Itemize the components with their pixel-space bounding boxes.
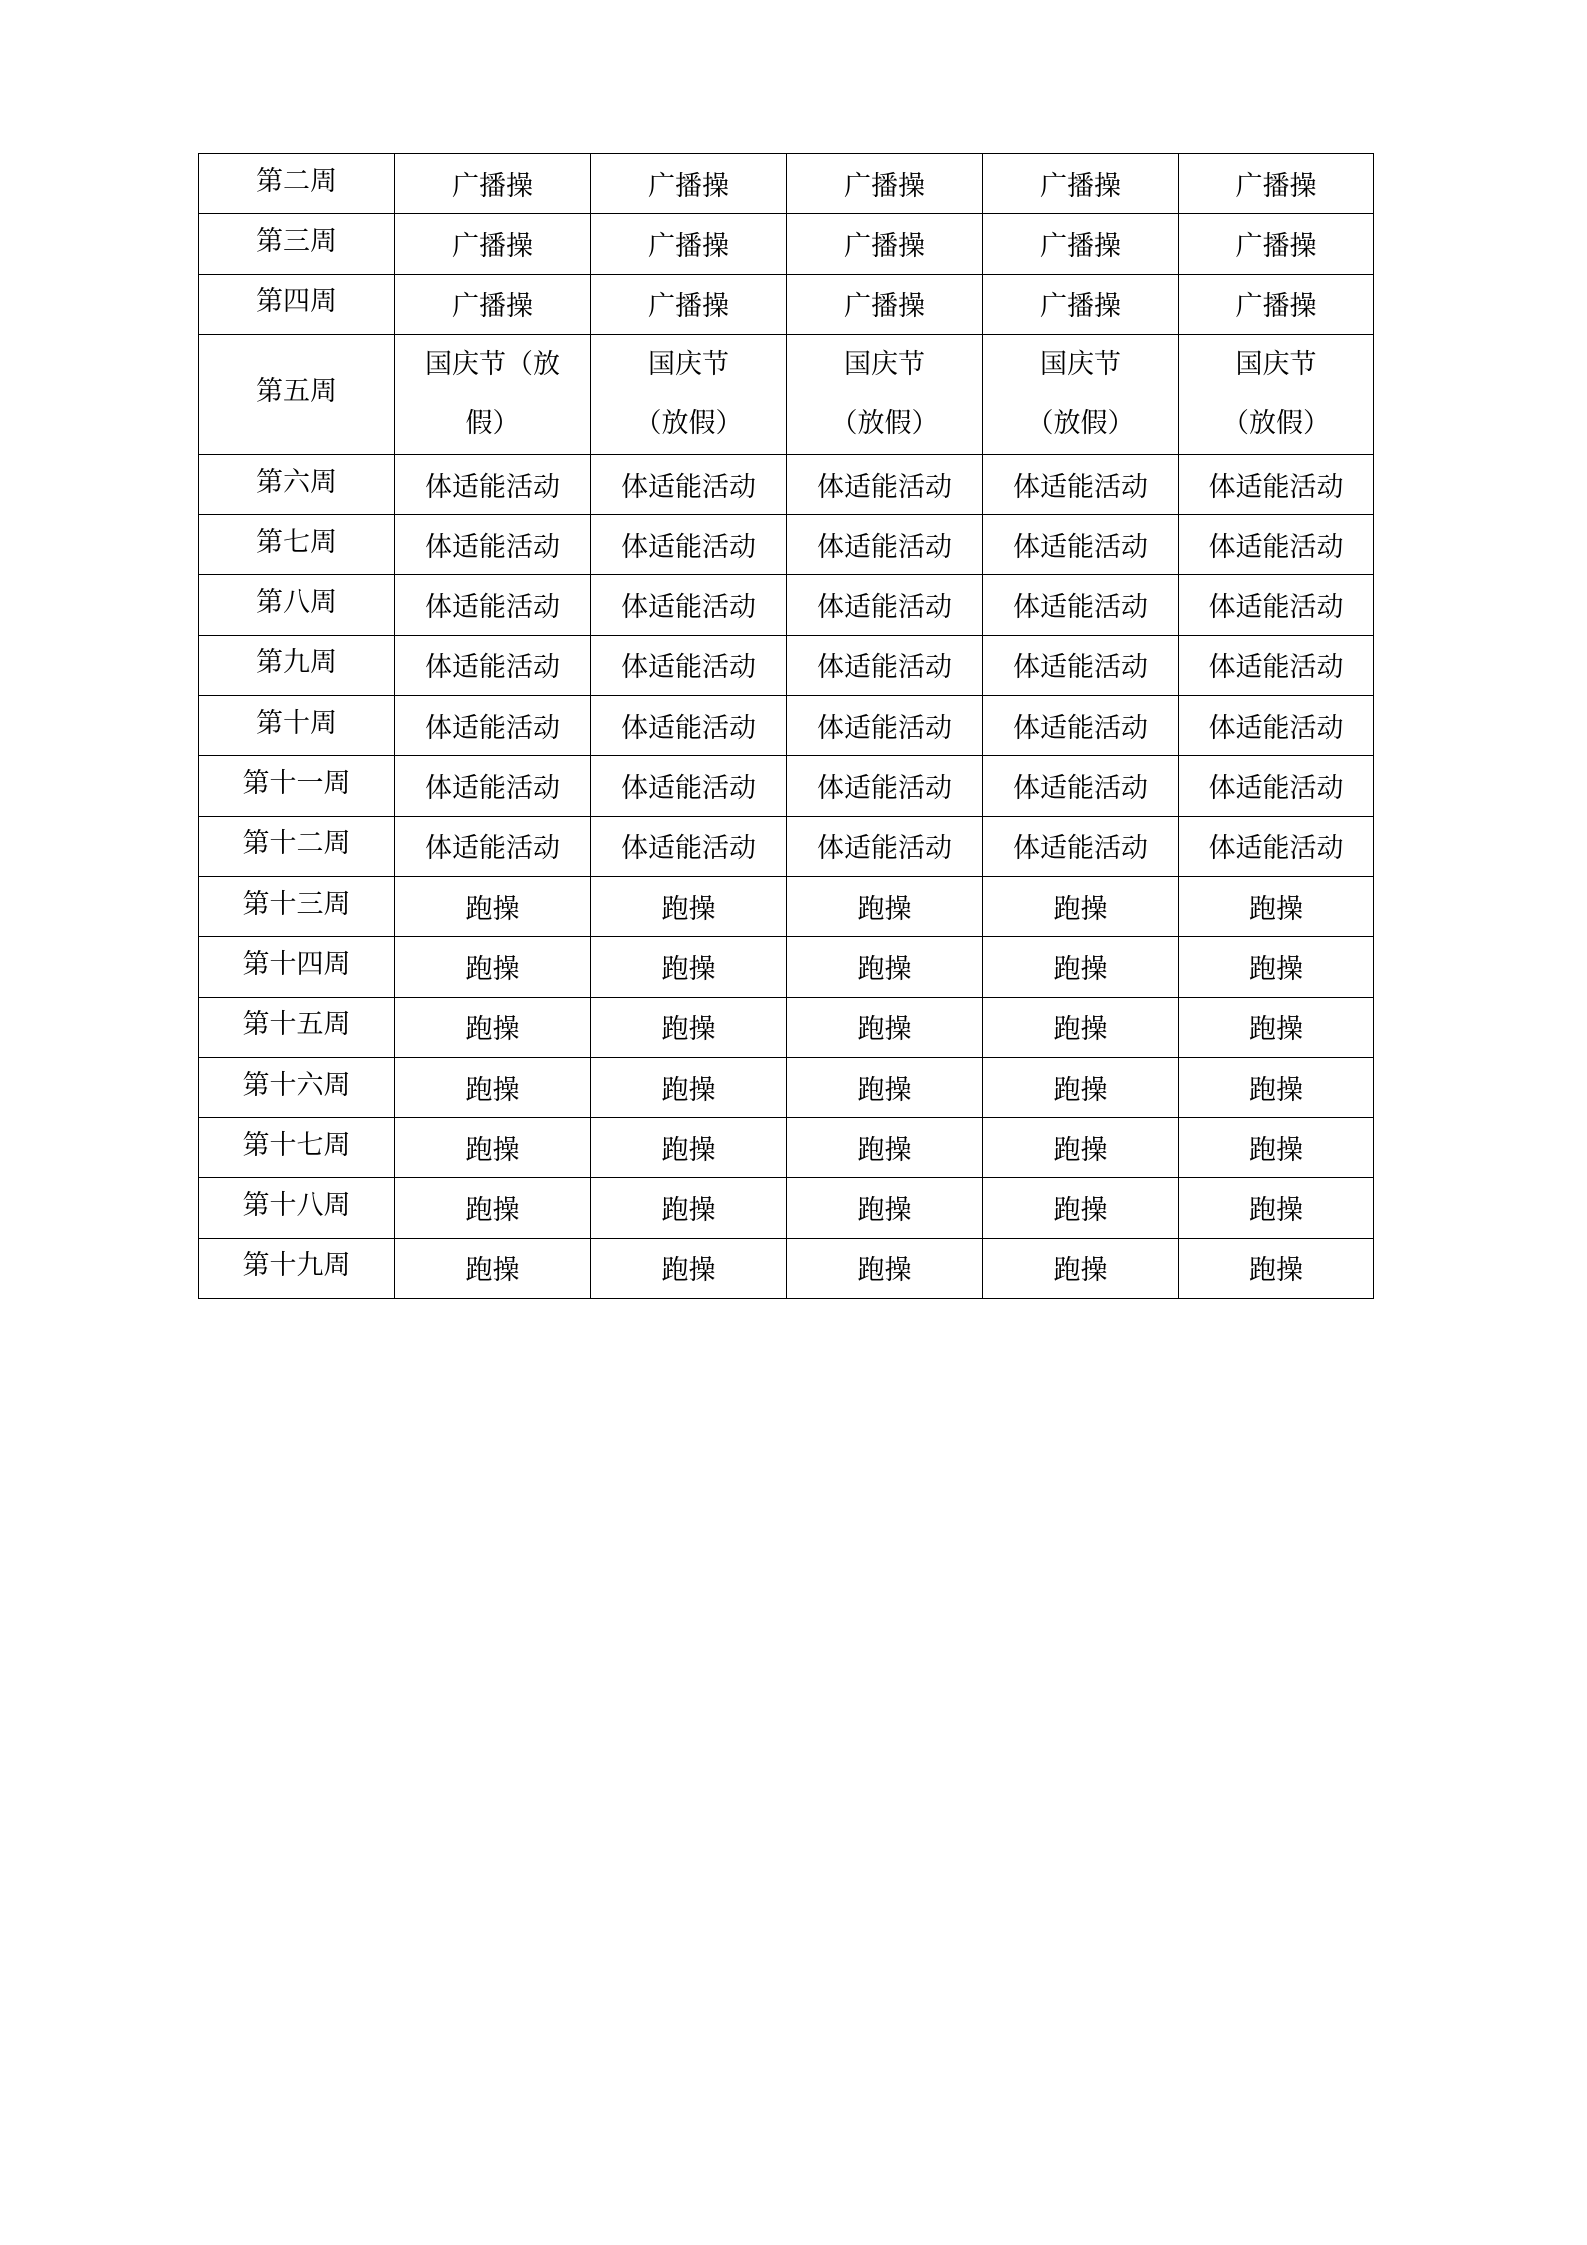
- activity-cell: 跑操: [1179, 1118, 1374, 1178]
- activity-cell: 跑操: [591, 997, 787, 1057]
- activity-cell: 体适能活动: [983, 575, 1179, 635]
- week-label: 第十六周: [199, 1057, 395, 1117]
- activity-cell: 体适能活动: [1179, 575, 1374, 635]
- activity-cell: 体适能活动: [395, 756, 591, 816]
- activity-cell: 跑操: [395, 876, 591, 936]
- table-row: [199, 334, 1374, 454]
- week-label: 第四周: [199, 274, 395, 334]
- activity-cell: 跑操: [983, 876, 1179, 936]
- activity-cell: 广播操: [787, 214, 983, 274]
- activity-cell: 跑操: [983, 1057, 1179, 1117]
- activity-cell: 跑操: [1179, 1057, 1374, 1117]
- activity-cell: 跑操: [983, 1178, 1179, 1238]
- week-label: 第二周: [199, 154, 395, 214]
- week-label: 第十七周: [199, 1118, 395, 1178]
- activity-cell: 跑操: [395, 1178, 591, 1238]
- week-label: 第十四周: [199, 937, 395, 997]
- activity-cell: 跑操: [787, 997, 983, 1057]
- week-label: 第七周: [199, 515, 395, 575]
- activity-cell: 体适能活动: [395, 696, 591, 756]
- table-row: [199, 274, 1374, 334]
- activity-cell: 跑操: [787, 1118, 983, 1178]
- activity-cell: 跑操: [1179, 997, 1374, 1057]
- activity-cell: 体适能活动: [395, 635, 591, 695]
- activity-cell: 跑操: [591, 1118, 787, 1178]
- activity-cell: 跑操: [591, 937, 787, 997]
- activity-cell: 体适能活动: [395, 454, 591, 514]
- activity-cell-line: 国庆节: [648, 349, 729, 381]
- activity-cell: 体适能活动: [1179, 756, 1374, 816]
- activity-cell: 广播操: [787, 274, 983, 334]
- activity-cell-line: 国庆节: [1235, 349, 1317, 381]
- activity-cell: 体适能活动: [591, 635, 787, 695]
- activity-cell: 广播操: [591, 154, 787, 214]
- week-label: 第十八周: [199, 1178, 395, 1238]
- table-row: [199, 214, 1374, 274]
- activity-cell: 体适能活动: [983, 454, 1179, 514]
- activity-cell-line: （放假）: [1222, 408, 1330, 440]
- activity-cell: 广播操: [1179, 214, 1374, 274]
- activity-cell: 体适能活动: [787, 635, 983, 695]
- activity-cell: 体适能活动: [1179, 635, 1374, 695]
- activity-cell: 广播操: [591, 214, 787, 274]
- table-row: [199, 876, 1374, 936]
- week-label: 第五周: [199, 334, 395, 454]
- activity-cell: 体适能活动: [1179, 696, 1374, 756]
- activity-cell: 广播操: [983, 154, 1179, 214]
- activity-cell: 跑操: [787, 1178, 983, 1238]
- week-label: 第十一周: [199, 756, 395, 816]
- activity-cell: 跑操: [983, 1118, 1179, 1178]
- activity-cell: 广播操: [1179, 274, 1374, 334]
- activity-cell: 跑操: [787, 1238, 983, 1298]
- week-label: 第十九周: [199, 1238, 395, 1298]
- activity-cell: 体适能活动: [787, 756, 983, 816]
- activity-cell: 体适能活动: [787, 696, 983, 756]
- activity-cell: 跑操: [1179, 1238, 1374, 1298]
- activity-cell: 体适能活动: [983, 635, 1179, 695]
- table-row: [199, 575, 1374, 635]
- activity-cell: 体适能活动: [983, 816, 1179, 876]
- activity-cell: 广播操: [983, 214, 1179, 274]
- activity-cell: 跑操: [1179, 937, 1374, 997]
- activity-cell: [983, 334, 1179, 454]
- activity-cell-line: （放假）: [1026, 408, 1135, 440]
- activity-cell: 体适能活动: [591, 816, 787, 876]
- table-row: [199, 937, 1374, 997]
- activity-cell: 广播操: [787, 154, 983, 214]
- table-row: [199, 1238, 1374, 1298]
- week-label: 第八周: [199, 575, 395, 635]
- activity-cell: 体适能活动: [395, 816, 591, 876]
- week-label: 第十二周: [199, 816, 395, 876]
- activity-cell: 跑操: [983, 1238, 1179, 1298]
- activity-cell: 体适能活动: [983, 756, 1179, 816]
- activity-cell: 体适能活动: [395, 575, 591, 635]
- week-label: 第九周: [199, 635, 395, 695]
- table-row: [199, 997, 1374, 1057]
- table-row: [199, 1178, 1374, 1238]
- activity-cell: 广播操: [395, 154, 591, 214]
- activity-cell: 体适能活动: [787, 575, 983, 635]
- activity-cell: 跑操: [395, 937, 591, 997]
- activity-cell: 跑操: [591, 1238, 787, 1298]
- week-label: 第六周: [199, 454, 395, 514]
- activity-cell-line: （放假）: [830, 408, 939, 440]
- activity-cell: 跑操: [787, 876, 983, 936]
- week-label: 第十周: [199, 696, 395, 756]
- activity-cell: 跑操: [1179, 1178, 1374, 1238]
- activity-cell: 体适能活动: [983, 696, 1179, 756]
- activity-cell: 体适能活动: [591, 515, 787, 575]
- table-row: [199, 635, 1374, 695]
- activity-cell: 广播操: [395, 214, 591, 274]
- activity-cell: [395, 334, 591, 454]
- activity-cell: 体适能活动: [395, 515, 591, 575]
- activity-cell: [1179, 334, 1374, 454]
- table-row: [199, 1057, 1374, 1117]
- activity-cell: 广播操: [591, 274, 787, 334]
- activity-cell: 跑操: [1179, 876, 1374, 936]
- table-row: [199, 696, 1374, 756]
- activity-cell: 广播操: [395, 274, 591, 334]
- activity-cell: 跑操: [983, 937, 1179, 997]
- table-row: [199, 154, 1374, 214]
- activity-cell: 体适能活动: [1179, 454, 1374, 514]
- activity-cell: 体适能活动: [591, 756, 787, 816]
- week-label: 第十三周: [199, 876, 395, 936]
- activity-cell: 跑操: [395, 997, 591, 1057]
- activity-cell: 广播操: [1179, 154, 1374, 214]
- activity-cell: [787, 334, 983, 454]
- activity-cell: 广播操: [983, 274, 1179, 334]
- activity-cell-line: （放假）: [634, 408, 743, 440]
- week-label: 第十五周: [199, 997, 395, 1057]
- schedule-table: [198, 153, 1374, 1299]
- schedule-body: [199, 154, 1374, 1299]
- activity-cell: 体适能活动: [1179, 816, 1374, 876]
- activity-cell-line: 国庆节: [1040, 349, 1121, 381]
- activity-cell: 跑操: [395, 1238, 591, 1298]
- table-row: [199, 515, 1374, 575]
- activity-cell: 体适能活动: [591, 696, 787, 756]
- activity-cell-line: 国庆节（放: [425, 349, 560, 381]
- activity-cell: 体适能活动: [787, 454, 983, 514]
- activity-cell: 跑操: [395, 1057, 591, 1117]
- activity-cell-line: 假）: [465, 408, 520, 440]
- activity-cell: [591, 334, 787, 454]
- activity-cell: 跑操: [591, 876, 787, 936]
- activity-cell: 跑操: [787, 937, 983, 997]
- activity-cell: 体适能活动: [1179, 515, 1374, 575]
- activity-cell: 跑操: [591, 1057, 787, 1117]
- activity-cell: 体适能活动: [591, 575, 787, 635]
- activity-cell: 体适能活动: [787, 515, 983, 575]
- week-label: 第三周: [199, 214, 395, 274]
- activity-cell: 跑操: [983, 997, 1179, 1057]
- activity-cell: 跑操: [591, 1178, 787, 1238]
- activity-cell: 体适能活动: [787, 816, 983, 876]
- activity-cell: 体适能活动: [591, 454, 787, 514]
- activity-cell-line: 国庆节: [844, 349, 925, 381]
- table-row: [199, 1118, 1374, 1178]
- activity-cell: 跑操: [787, 1057, 983, 1117]
- table-row: [199, 756, 1374, 816]
- activity-cell: 跑操: [395, 1118, 591, 1178]
- table-row: [199, 454, 1374, 514]
- activity-cell: 体适能活动: [983, 515, 1179, 575]
- table-row: [199, 816, 1374, 876]
